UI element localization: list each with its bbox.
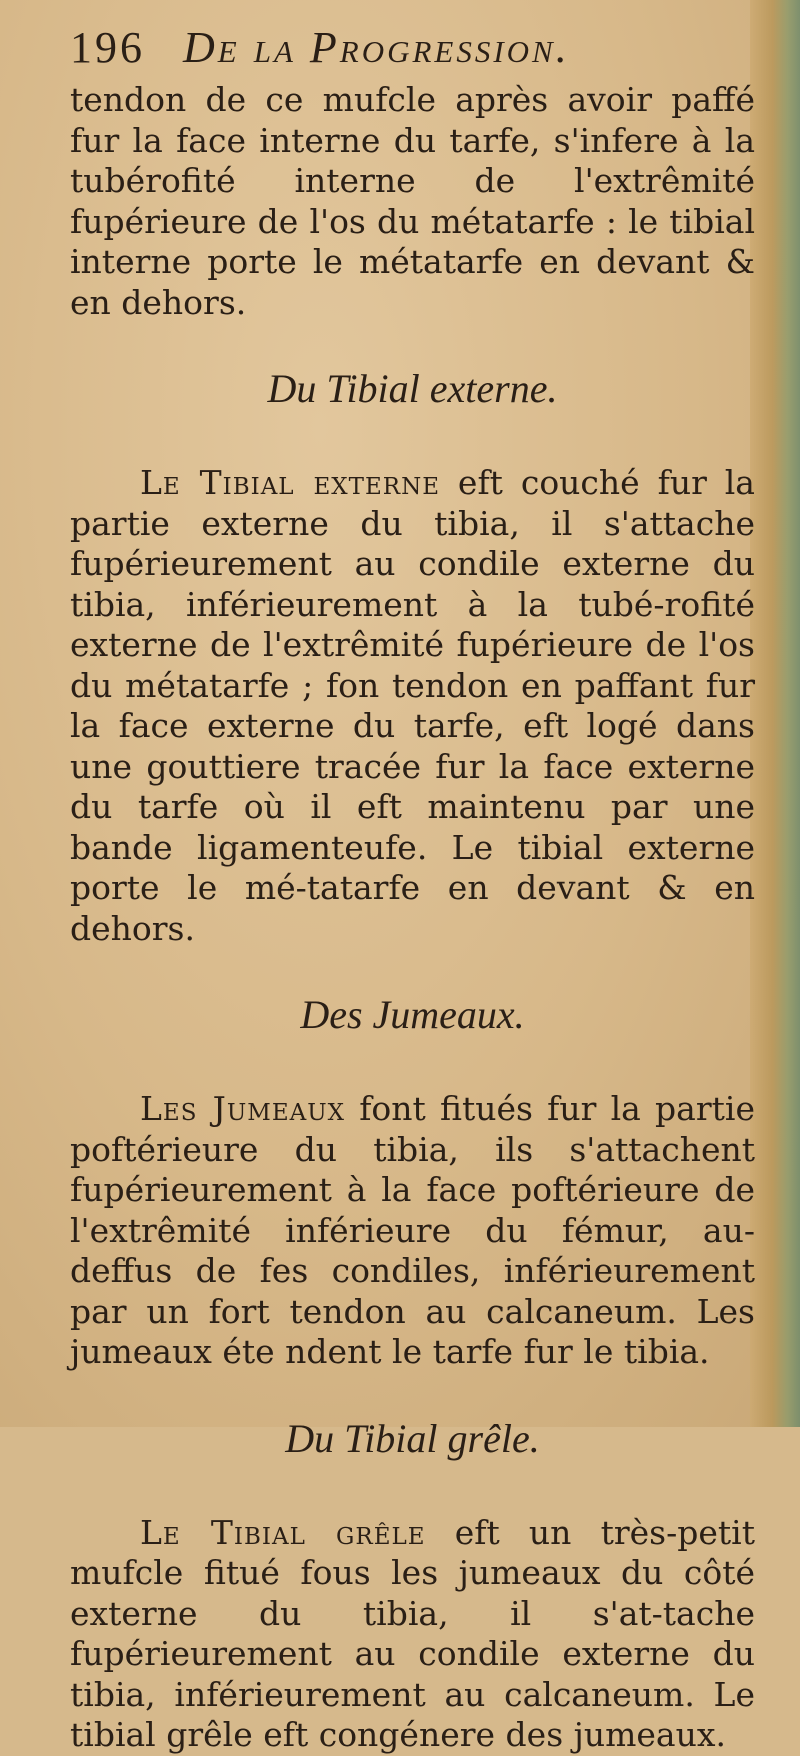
section-title-tibial-externe: Du Tibial externe.	[267, 366, 558, 411]
lead-words: Le Tibial externe	[140, 463, 441, 502]
page-number: 196	[70, 23, 145, 72]
section-title-jumeaux: Des Jumeaux.	[300, 992, 525, 1037]
page-content	[70, 22, 755, 1756]
paragraph-tibial-externe	[70, 463, 755, 949]
page-edge	[750, 0, 800, 1427]
paragraph-body: eft un très-petit mufcle fitué fous les jumeaux du côté externe du tibia, il s'at-tache fupérieurement au condile externe du tibia, inférieurement au calcaneum. Le tibial grêle eft congénere des jumeaux.	[70, 1512, 755, 1754]
running-head: De la Progression.	[183, 23, 570, 72]
paragraph-body: eft couché fur la partie externe du tibia, il s'attache fupérieurement au condile externe du tibia, inférieurement à la tubé-rofité externe de l'extrêmité fupérieure de l'os du métatarfe ; fon tendon en paffant fur la face externe du tarfe, eft logé dans une gouttiere tracée fur la face externe du tarfe où il eft maintenu par une bande ligamenteufe. Le tibial externe porte le mé-tatarfe en devant & en dehors.	[70, 463, 755, 948]
paragraph-tibial-interne-end: tendon de ce mufcle après avoir paffé fur la face interne du tarfe, s'infere à la tubérofité interne de l'extrêmité fupérieure de l'os du métatarfe : le tibial interne porte le métatarfe en devant & en dehors.	[70, 80, 755, 322]
page-header	[70, 22, 755, 74]
paragraph-tibial-grele	[70, 1513, 755, 1756]
paragraph-body: font fitués fur la partie poftérieure du tibia, ils s'attachent fupérieurement à la face poftérieure de l'extrêmité inférieure du fémur, au-deffus de fes condiles, inférieurement par un fort tendon au calcaneum. Les jumeaux éte ndent le tarfe fur le tibia.	[70, 1089, 755, 1371]
lead-words: Le Tibial grêle	[140, 1512, 426, 1552]
paragraph-jumeaux	[70, 1089, 755, 1373]
lead-words: Les Jumeaux	[140, 1089, 345, 1128]
section-title-tibial-grele: Du Tibial grêle.	[285, 1415, 540, 1461]
